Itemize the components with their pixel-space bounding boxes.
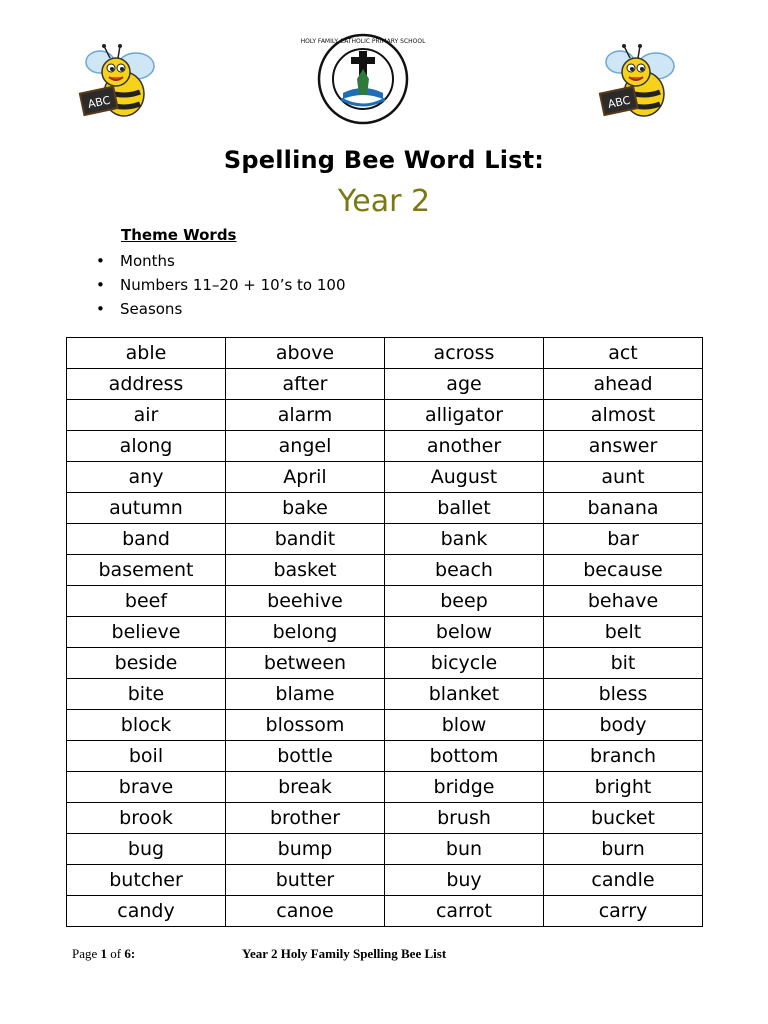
word-cell: bridge	[385, 772, 544, 803]
word-cell: beach	[385, 555, 544, 586]
word-cell: alligator	[385, 400, 544, 431]
word-cell: beef	[67, 586, 226, 617]
word-cell: blossom	[226, 710, 385, 741]
word-cell: belt	[544, 617, 703, 648]
table-row	[67, 710, 703, 741]
word-cell: candy	[67, 896, 226, 927]
word-cell: butcher	[67, 865, 226, 896]
word-cell: brave	[67, 772, 226, 803]
bullet-icon: •	[96, 300, 105, 318]
table-row	[67, 834, 703, 865]
table-row	[67, 617, 703, 648]
word-cell: April	[226, 462, 385, 493]
page-number	[72, 946, 135, 962]
footer-document-title: Year 2 Holy Family Spelling Bee List	[242, 946, 447, 961]
word-cell: boil	[67, 741, 226, 772]
table-row	[67, 462, 703, 493]
table-row	[67, 338, 703, 369]
school-logo	[300, 33, 426, 125]
word-cell: bicycle	[385, 648, 544, 679]
word-cell: act	[544, 338, 703, 369]
word-cell: believe	[67, 617, 226, 648]
word-cell: bandit	[226, 524, 385, 555]
theme-words-list	[96, 250, 346, 322]
word-cell: blanket	[385, 679, 544, 710]
page-title: Spelling Bee Word List:	[223, 146, 545, 174]
word-cell: answer	[544, 431, 703, 462]
bullet-icon: •	[96, 276, 105, 294]
word-cell: bite	[67, 679, 226, 710]
word-cell: basket	[226, 555, 385, 586]
word-cell: across	[385, 338, 544, 369]
word-cell: any	[67, 462, 226, 493]
word-cell: carry	[544, 896, 703, 927]
word-cell: bar	[544, 524, 703, 555]
table-row	[67, 741, 703, 772]
word-cell: brush	[385, 803, 544, 834]
table-row	[67, 431, 703, 462]
table-row	[67, 524, 703, 555]
word-cell: butter	[226, 865, 385, 896]
word-cell: between	[226, 648, 385, 679]
table-row	[67, 369, 703, 400]
word-cell: ballet	[385, 493, 544, 524]
word-cell: branch	[544, 741, 703, 772]
table-row	[67, 772, 703, 803]
word-cell: able	[67, 338, 226, 369]
theme-words-heading: Theme Words	[121, 226, 237, 244]
word-cell: bright	[544, 772, 703, 803]
word-cell: below	[385, 617, 544, 648]
table-row	[67, 493, 703, 524]
word-cell: address	[67, 369, 226, 400]
theme-item-text: Months	[120, 252, 175, 270]
table-row	[67, 803, 703, 834]
word-cell: canoe	[226, 896, 385, 927]
word-cell: along	[67, 431, 226, 462]
bullet-icon: •	[96, 252, 105, 270]
word-cell: brook	[67, 803, 226, 834]
word-cell: bit	[544, 648, 703, 679]
word-cell: ahead	[544, 369, 703, 400]
page-current: 1	[100, 946, 108, 961]
word-cell: alarm	[226, 400, 385, 431]
table-row	[67, 648, 703, 679]
page-subtitle: Year 2	[337, 184, 431, 219]
word-cell: another	[385, 431, 544, 462]
word-cell: behave	[544, 586, 703, 617]
word-cell: banana	[544, 493, 703, 524]
word-cell: almost	[544, 400, 703, 431]
word-cell: beside	[67, 648, 226, 679]
word-cell: burn	[544, 834, 703, 865]
word-cell: carrot	[385, 896, 544, 927]
table-row	[67, 586, 703, 617]
theme-item-text: Numbers 11–20 + 10’s to 100	[120, 276, 346, 294]
word-cell: bump	[226, 834, 385, 865]
theme-item	[96, 250, 346, 274]
word-cell: block	[67, 710, 226, 741]
word-cell: belong	[226, 617, 385, 648]
word-cell: beep	[385, 586, 544, 617]
word-cell: above	[226, 338, 385, 369]
word-cell: blow	[385, 710, 544, 741]
word-cell: break	[226, 772, 385, 803]
table-row	[67, 555, 703, 586]
theme-item-text: Seasons	[120, 300, 183, 318]
word-cell: blame	[226, 679, 385, 710]
word-cell: bun	[385, 834, 544, 865]
table-row	[67, 896, 703, 927]
word-cell: bottom	[385, 741, 544, 772]
word-cell: buy	[385, 865, 544, 896]
theme-item	[96, 298, 346, 322]
word-cell: body	[544, 710, 703, 741]
word-cell: bucket	[544, 803, 703, 834]
page-total: 6:	[124, 946, 136, 961]
word-cell: age	[385, 369, 544, 400]
word-cell: autumn	[67, 493, 226, 524]
word-cell: brother	[226, 803, 385, 834]
word-cell: bottle	[226, 741, 385, 772]
word-cell: because	[544, 555, 703, 586]
word-cell: air	[67, 400, 226, 431]
word-cell: after	[226, 369, 385, 400]
table-row	[67, 865, 703, 896]
word-cell: bake	[226, 493, 385, 524]
word-cell: bug	[67, 834, 226, 865]
word-cell: band	[67, 524, 226, 555]
page-word: Page	[72, 946, 98, 961]
table-row	[67, 400, 703, 431]
table-row	[67, 679, 703, 710]
word-cell: angel	[226, 431, 385, 462]
word-cell: beehive	[226, 586, 385, 617]
svg-text:ABC: ABC	[86, 93, 112, 111]
svg-text:HOLY FAMILY CATHOLIC PRIMARY S: HOLY FAMILY CATHOLIC PRIMARY SCHOOL	[300, 38, 426, 45]
bee-mascot-left-icon	[78, 40, 158, 122]
bee-mascot-right-icon	[598, 40, 678, 122]
word-cell: bank	[385, 524, 544, 555]
svg-text:ABC: ABC	[606, 93, 632, 111]
word-cell: candle	[544, 865, 703, 896]
of-word: of	[110, 946, 122, 961]
word-cell: basement	[67, 555, 226, 586]
word-list-table	[66, 337, 703, 927]
word-cell: bless	[544, 679, 703, 710]
word-cell: aunt	[544, 462, 703, 493]
word-cell: August	[385, 462, 544, 493]
theme-item	[96, 274, 346, 298]
